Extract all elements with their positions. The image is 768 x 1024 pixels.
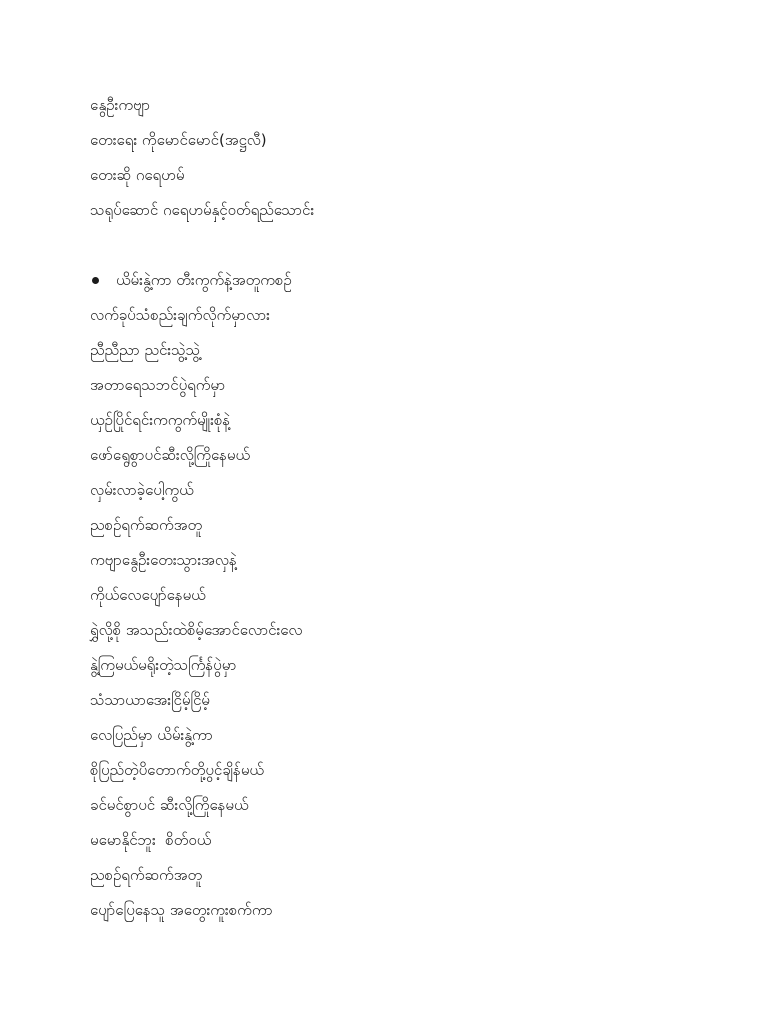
- document-page: [90, 88, 710, 928]
- lyric-line: လက်ခုပ်သံစည်းချက်လိုက်မှာလား: [90, 306, 270, 324]
- lyric-line: အတာရေသဘင်ပွဲရက်မှာ: [90, 376, 226, 394]
- credit-lyricist: တေးရေး ကိုမောင်မောင်(အဋ္ဌလီ): [90, 131, 267, 149]
- bullet-icon: [92, 277, 99, 284]
- lyric-line: နွဲ့ကြမယ်မရိုးတဲ့သင်္ကြန်ပွဲမှာ: [90, 656, 237, 674]
- lyric-line: ကိုယ်လေပျော်နေမယ်: [90, 586, 206, 604]
- lyric-line: သံသာယာအေးငြိမ့်ငြိမ့်: [90, 691, 210, 709]
- lyric-line: ရွှဲလို့စို အသည်းထဲစိမ့်အောင်လောင်းလေ: [90, 621, 303, 639]
- lyric-line: လှမ်းလာခဲ့ပေါ့ကွယ်: [90, 481, 194, 499]
- lyric-line: ခင်မင်စွာပင် ဆီးလို့ကြိုနေမယ်: [90, 796, 249, 814]
- blank-line: [90, 228, 710, 263]
- lyric-line: လေပြည်မှာ ယိမ်းနွဲ့ကာ: [90, 726, 213, 744]
- lyric-line: ညစဉ်ရက်ဆက်အတူ: [90, 516, 203, 534]
- lyric-line: ပျော်ပြေနေသူ အတွေးကူးစက်ကာ: [90, 901, 273, 919]
- lyric-line: ယှဉ်ပြိုင်ရင်းကကွက်မျိုးစုံနဲ့: [90, 411, 231, 429]
- credit-actors: သရုပ်ဆောင် ဂရေဟမ်နှင့်ဝတ်ရည်သောင်း: [90, 201, 315, 219]
- document-title: နွေဦးကဗျာ: [90, 96, 151, 114]
- lyric-line: ညီညီညာ ညင်းသွဲ့သွဲ့: [90, 341, 201, 359]
- lyric-line: ကဗျာနွေဦးတေးသွားအလှနဲ့: [90, 551, 237, 569]
- credit-singer: တေးဆို ဂရေဟမ်: [90, 166, 185, 184]
- lyric-line: စိုပြည်တဲ့ပိတောက်တို့ပွင့်ချိန်မယ်: [90, 761, 264, 779]
- lyric-text: ယိမ်းနွဲ့ကာ တီးကွက်နဲ့အတူကစဉ်: [116, 271, 292, 289]
- lyric-line: ညစဉ်ရက်ဆက်အတူ: [90, 866, 203, 884]
- lyric-line-bulleted: [90, 263, 710, 298]
- lyric-line: ဖော်ရွေစွာပင်ဆီးလို့ကြိုနေမယ်: [90, 446, 251, 464]
- lyric-line: မမောနိုင်ဘူး စိတ်ဝယ်: [90, 831, 212, 849]
